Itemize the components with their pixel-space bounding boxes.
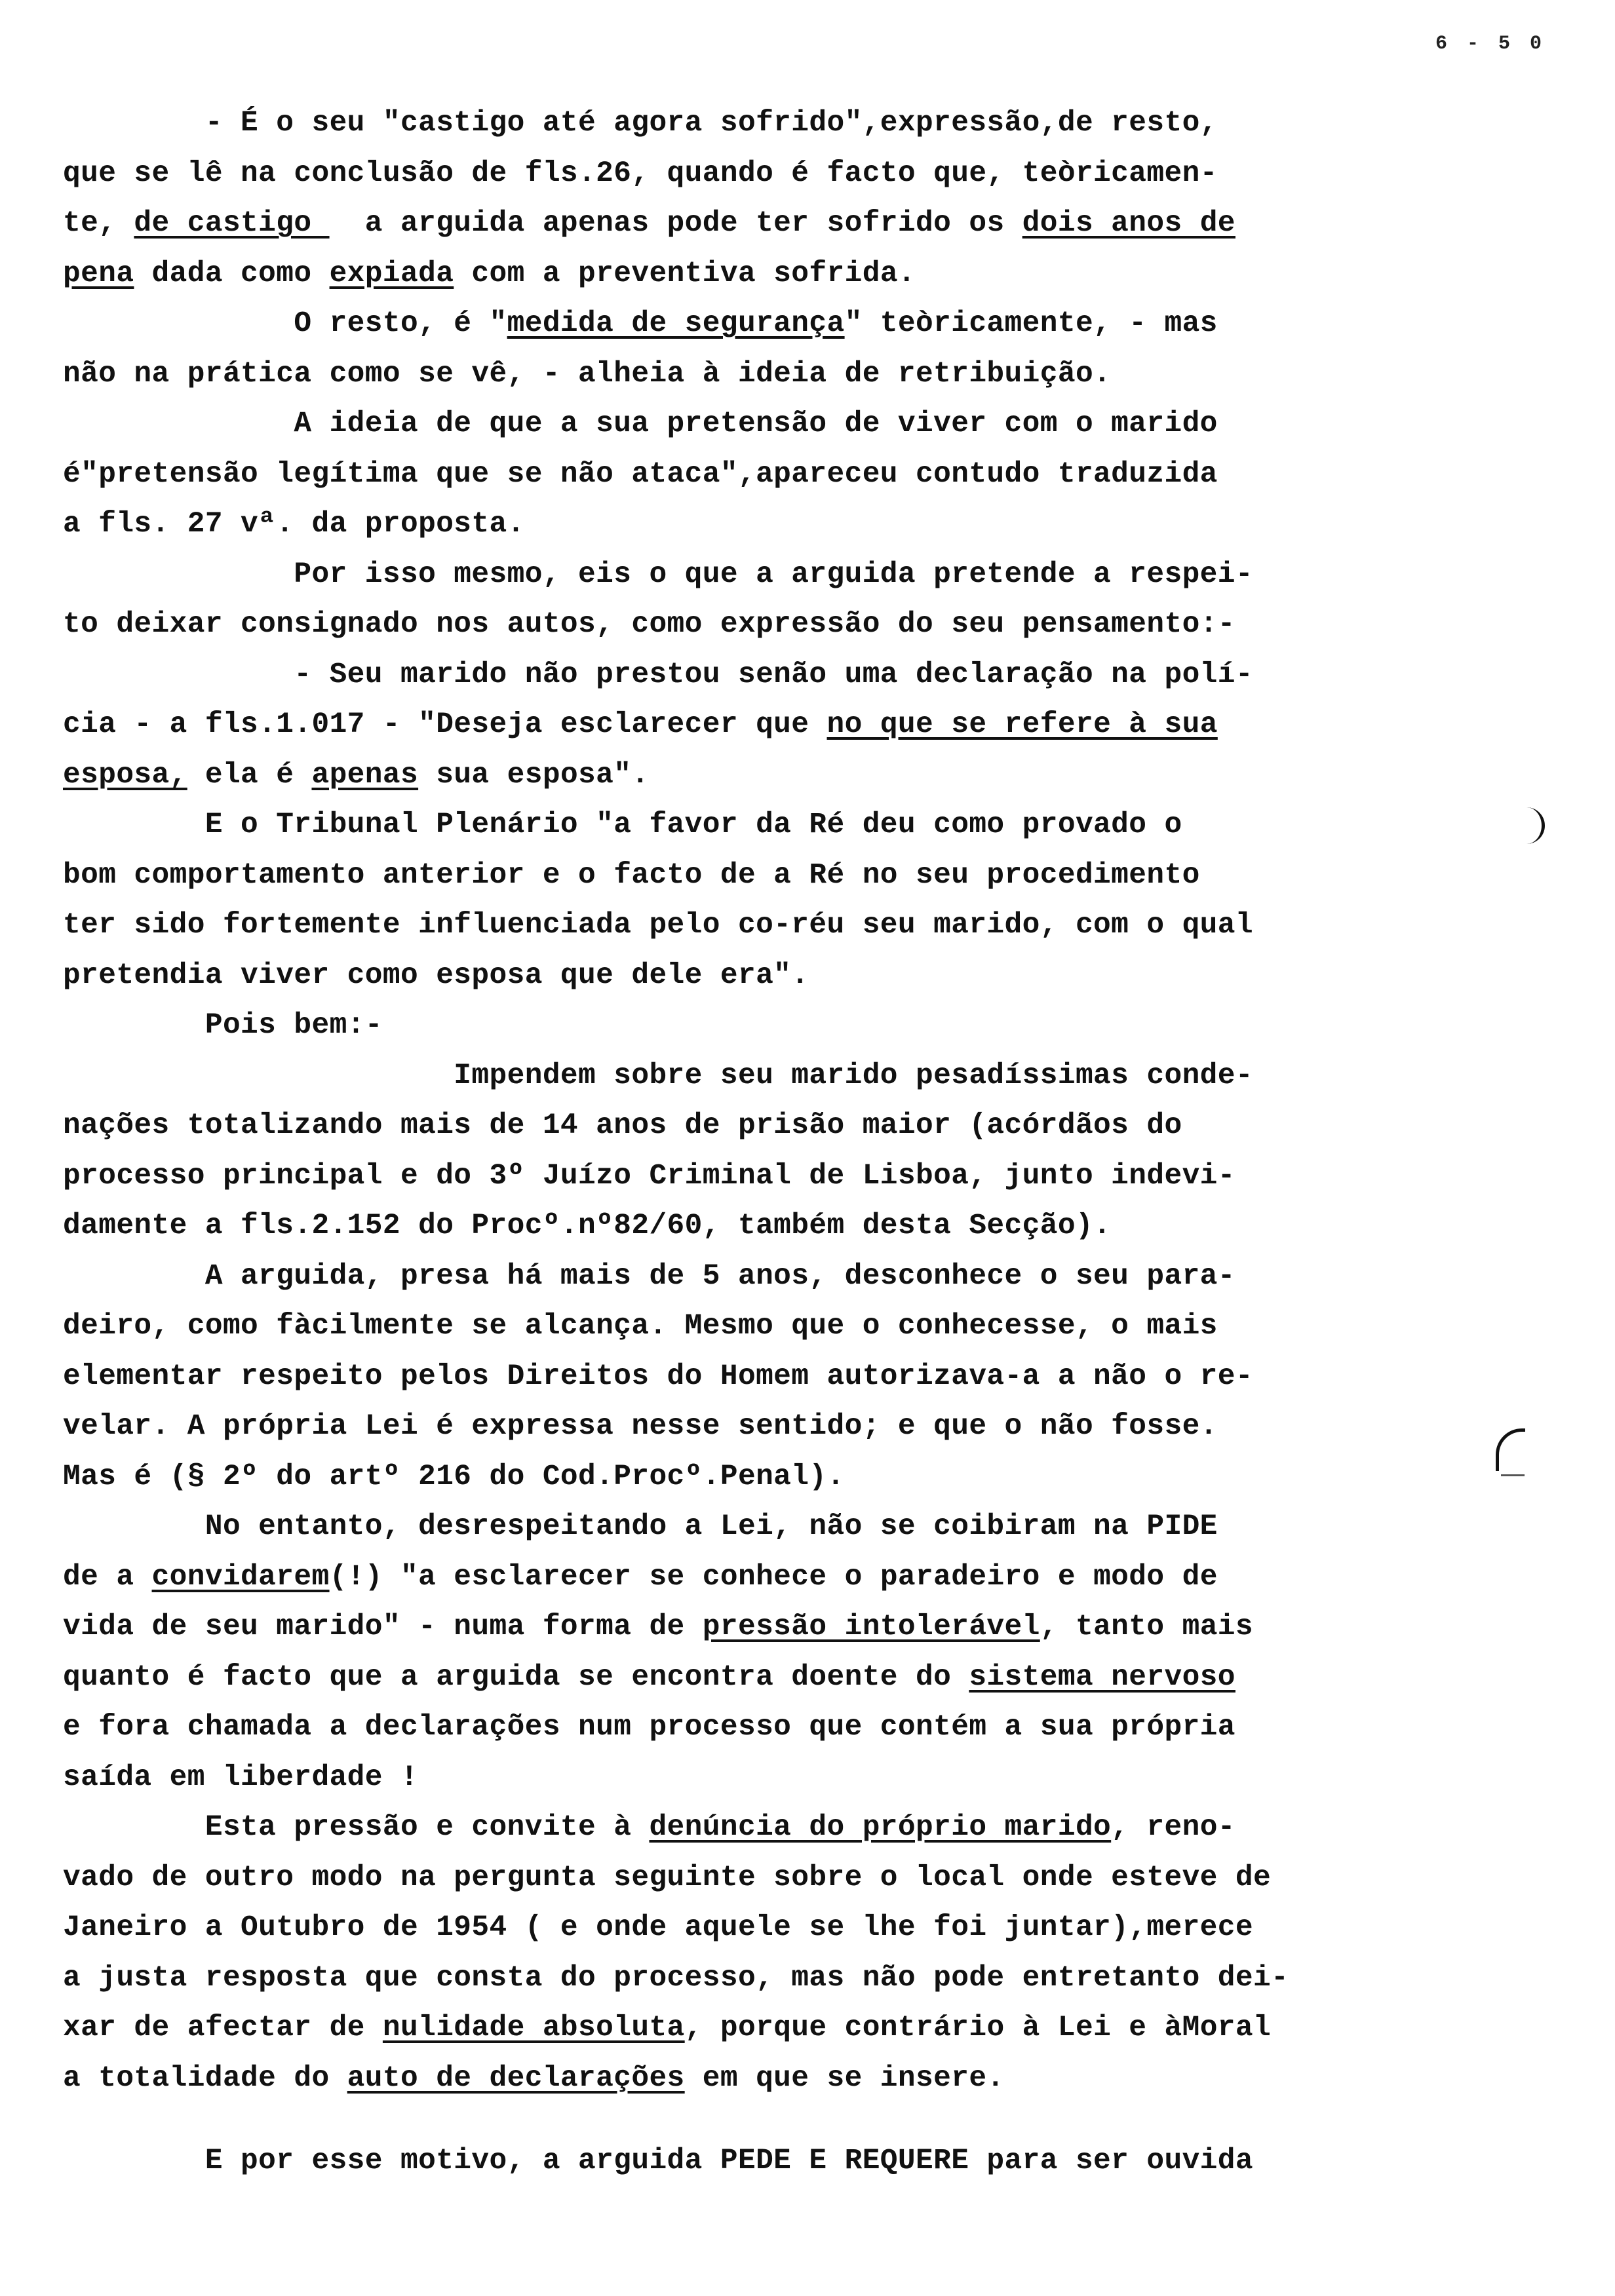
text-segment: - Seu marido não prestou senão uma declaração na polí- <box>63 658 1253 691</box>
text-segment: velar. A própria Lei é expressa nesse sentido; e que o não fosse. <box>63 1410 1218 1443</box>
text-line <box>63 349 1380 400</box>
text-line <box>63 600 1380 650</box>
text-segment: No entanto, desrespeitando a Lei, não se coibiram na PIDE <box>63 1510 1218 1543</box>
text-segment: não na prática como se vê, - alheia à ideia de retribuição. <box>63 357 1112 391</box>
text-segment: A arguida, presa há mais de 5 anos, desconhece o seu para- <box>63 1259 1236 1293</box>
text-segment: damente a fls.2.152 do Procº.nº82/60, também desta Secção). <box>63 1210 1112 1242</box>
underlined-text: pressão intolerável <box>702 1611 1040 1643</box>
text-segment: , tanto mais <box>1040 1611 1254 1643</box>
text-line <box>63 2054 1380 2104</box>
text-segment: que se lê na conclusão de fls.26, quando é facto que, teòricamen- <box>63 157 1218 190</box>
text-segment: quanto é facto que a arguida se encontra doente do <box>63 1660 969 1694</box>
text-segment: A ideia de que a sua pretensão de viver com o marido <box>63 408 1218 440</box>
text-line <box>63 550 1380 600</box>
text-segment: vida de seu marido" - numa forma de <box>63 1611 703 1643</box>
text-line <box>63 299 1380 349</box>
text-line <box>63 499 1380 550</box>
underlined-text: pena <box>63 257 134 290</box>
text-line <box>63 1552 1380 1603</box>
underlined-text: no que se refere à sua <box>827 708 1218 741</box>
text-segment: ela é <box>187 758 312 792</box>
text-segment: de a <box>63 1560 152 1594</box>
text-segment: (!) "a esclarecer se conhece o paradeiro e modo de <box>329 1560 1218 1594</box>
text-segment: em que se insere. <box>684 2061 1005 2095</box>
text-segment: saída em liberdade ! <box>63 1761 419 1794</box>
text-line <box>63 1151 1380 1202</box>
text-line <box>63 149 1380 199</box>
text-segment: nações totalizando mais de 14 anos de prisão maior (acórdãos do <box>63 1109 1182 1142</box>
text-segment: E o Tribunal Plenário "a favor da Ré deu como provado o <box>63 809 1182 841</box>
text-line <box>63 249 1380 299</box>
underlined-text: nulidade absoluta <box>382 2012 685 2044</box>
text-segment: O resto, é " <box>63 307 507 340</box>
text-line <box>63 1803 1380 1853</box>
text-line <box>63 399 1380 450</box>
text-segment: a totalidade do <box>63 2061 347 2095</box>
text-segment: Pois bem:- <box>63 1009 383 1042</box>
text-segment: a justa resposta que consta do processo, mas não pode entretanto dei- <box>63 1961 1289 1995</box>
text-line <box>63 1101 1380 1151</box>
text-line <box>63 1853 1380 1904</box>
text-segment: elementar respeito pelos Direitos do Homem autorizava-a a não o re- <box>63 1360 1253 1393</box>
text-segment: ter sido fortemente influenciada pelo co-réu seu marido, com o qual <box>63 909 1253 942</box>
underlined-text: de castigo <box>134 207 330 240</box>
text-line <box>63 1201 1380 1252</box>
underlined-text: apenas <box>311 758 419 792</box>
text-line <box>63 1402 1380 1452</box>
text-segment: - É o seu "castigo até agora sofrido",expressão,de resto, <box>63 107 1218 140</box>
text-segment: te, <box>63 207 134 240</box>
underlined-text: auto de declarações <box>347 2061 685 2095</box>
text-line <box>63 1502 1380 1552</box>
text-segment: E por esse motivo, a arguida PEDE E REQUERE para ser ouvida <box>63 2145 1253 2177</box>
underlined-text: denúncia do próprio marido <box>649 1811 1112 1844</box>
text-segment: Esta pressão e convite à <box>63 1811 650 1844</box>
text-line <box>63 98 1380 149</box>
text-segment: a arguida apenas pode ter sofrido os <box>329 207 1022 240</box>
text-segment: deiro, como fàcilmente se alcança. Mesmo que o conhecesse, o mais <box>63 1310 1218 1343</box>
text-segment: " teòricamente, - mas <box>844 307 1218 340</box>
text-segment: vado de outro modo na pergunta seguinte sobre o local onde esteve de <box>63 1861 1272 1894</box>
text-line <box>63 851 1380 901</box>
text-segment: Por isso mesmo, eis o que a arguida pretende a respei- <box>63 558 1253 591</box>
text-segment: Impendem sobre seu marido pesadíssimas conde- <box>63 1059 1253 1092</box>
text-line <box>63 199 1380 249</box>
text-line <box>63 2003 1380 2054</box>
underlined-text: medida de segurança <box>507 307 845 340</box>
text-segment: Janeiro a Outubro de 1954 ( e onde aquele se lhe foi juntar),merece <box>63 1911 1253 1944</box>
text-line <box>63 1001 1380 1051</box>
text-line <box>63 1753 1380 1803</box>
text-line <box>63 1702 1380 1753</box>
margin-mark <box>1496 1428 1525 1471</box>
text-segment: xar de afectar de <box>63 2012 383 2044</box>
text-line <box>63 1352 1380 1402</box>
text-line <box>63 1602 1380 1653</box>
text-segment: dada como <box>134 257 330 290</box>
underlined-text: expiada <box>329 257 454 290</box>
text-segment: com a preventiva sofrida. <box>454 257 916 290</box>
text-line <box>63 1051 1380 1101</box>
underlined-text: convidarem <box>151 1560 330 1594</box>
text-line <box>63 1953 1380 2004</box>
text-line <box>63 750 1380 801</box>
text-line <box>63 1903 1380 1953</box>
text-segment: Mas é (§ 2º do artº 216 do Cod.Procº.Penal). <box>63 1460 845 1493</box>
text-line <box>63 800 1380 851</box>
text-line <box>63 1452 1380 1502</box>
document-body <box>63 98 1380 2187</box>
text-segment: , reno- <box>1111 1811 1236 1844</box>
text-segment: processo principal e do 3º Juízo Criminal de Lisboa, junto indevi- <box>63 1159 1236 1193</box>
underlined-text: esposa, <box>63 758 187 792</box>
margin-mark <box>1501 1474 1525 1476</box>
text-line <box>63 700 1380 750</box>
text-segment: , porque contrário à Lei e àMoral <box>684 2012 1272 2044</box>
text-segment: to deixar consignado nos autos, como expressão do seu pensamento:- <box>63 608 1236 641</box>
text-segment: pretendia viver como esposa que dele era". <box>63 959 809 992</box>
text-line <box>63 1653 1380 1703</box>
text-line <box>63 1252 1380 1302</box>
text-line <box>63 650 1380 700</box>
page-number: 6 - 5 0 <box>1435 33 1546 55</box>
text-segment: é"pretensão legítima que se não ataca",apareceu contudo traduzida <box>63 457 1218 491</box>
text-segment: e fora chamada a declarações num processo que contém a sua própria <box>63 1711 1236 1744</box>
text-line <box>63 2136 1380 2187</box>
text-segment: a fls. 27 vª. da proposta. <box>63 508 525 541</box>
text-line <box>63 951 1380 1001</box>
text-segment: sua esposa". <box>418 758 650 792</box>
text-line <box>63 2103 1380 2136</box>
text-line <box>63 1301 1380 1352</box>
text-line <box>63 450 1380 500</box>
underlined-text: dois anos de <box>1022 207 1236 240</box>
text-segment: bom comportamento anterior e o facto de a Ré no seu procedimento <box>63 858 1200 892</box>
text-line <box>63 900 1380 951</box>
margin-mark <box>1519 807 1545 844</box>
underlined-text: sistema nervoso <box>969 1660 1236 1694</box>
text-segment: cia - a fls.1.017 - "Deseja esclarecer que <box>63 708 827 741</box>
